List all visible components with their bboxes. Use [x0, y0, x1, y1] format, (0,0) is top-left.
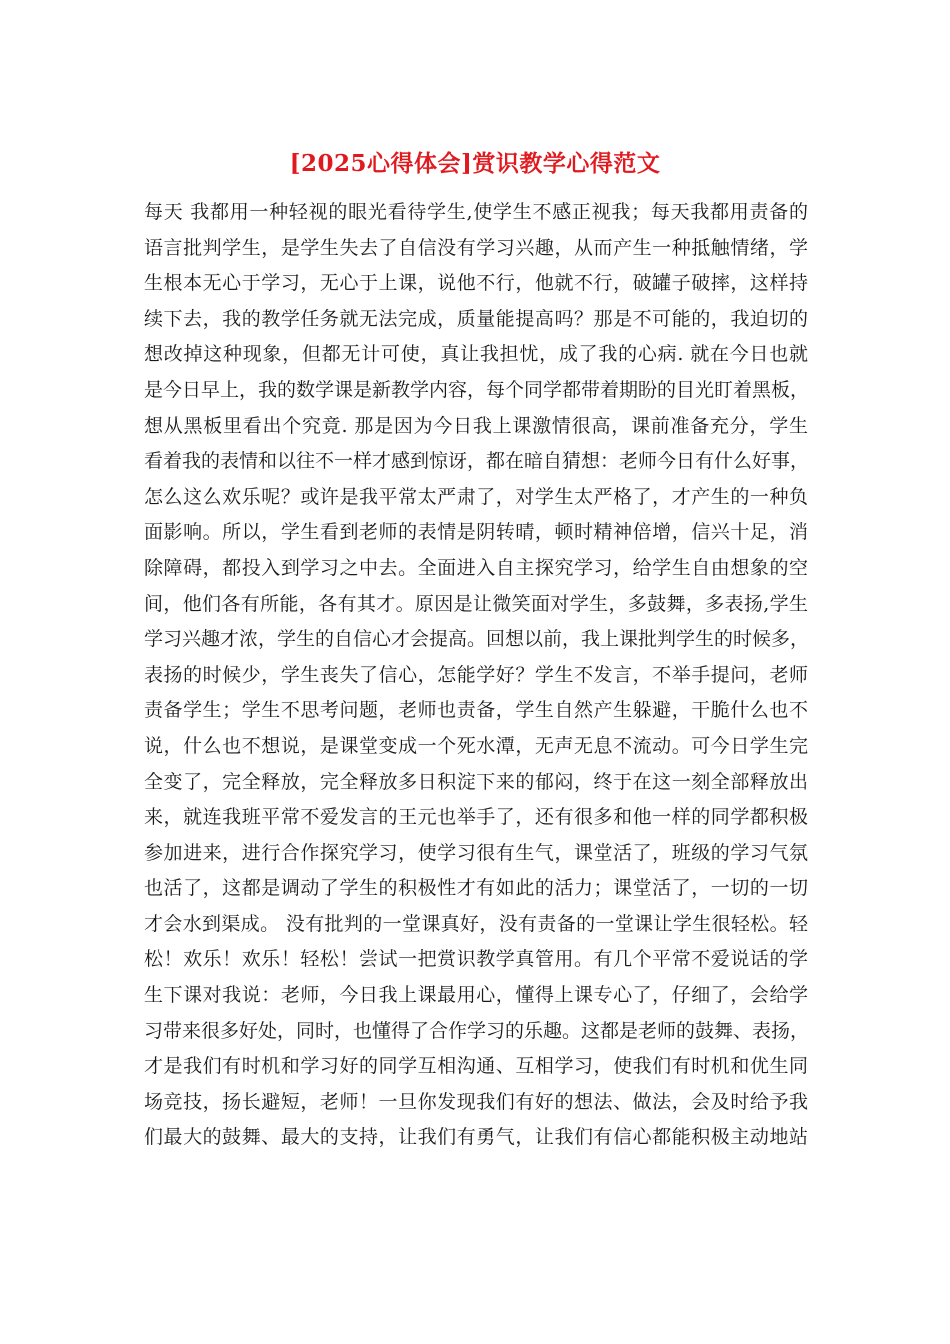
body-line: 也活了，这都是调动了学生的积极性才有如此的活力；课堂活了，一切的一切 [144, 877, 808, 900]
body-line: 才是我们有时机和学习好的同学互相沟通、互相学习，使我们有时机和优生同 [144, 1055, 808, 1078]
body-line: 说，什么也不想说，是课堂变成一个死水潭，无声无息不流动。可今日学生完 [144, 734, 808, 757]
body-line: 学习兴趣才浓，学生的自信心才会提高。回想以前，我上课批判学生的时候多， [144, 628, 810, 651]
body-line: 场竞技，扬长避短，老师！一旦你发现我们有好的想法、做法，会及时给予我 [144, 1090, 808, 1113]
body-line: 松！欢乐！欢乐！轻松！尝试一把赏识教学真管用。有几个平常不爱说话的学 [144, 948, 808, 971]
body-line: 语言批判学生，是学生失去了自信没有学习兴趣，从而产生一种抵触情绪，学 [144, 236, 808, 259]
body-line: 们最大的鼓舞、最大的支持，让我们有勇气，让我们有信心都能积极主动地站 [144, 1126, 808, 1149]
body-line: 参加进来，进行合作探究学习，使学习很有生气，课堂活了，班级的学习气氛 [144, 841, 808, 864]
body-line: 面影响。所以，学生看到老师的表情是阴转晴，顿时精神倍增，信兴十足，消 [144, 521, 808, 544]
body-line: 习带来很多好处，同时，也懂得了合作学习的乐趣。这都是老师的鼓舞、表扬， [144, 1019, 810, 1042]
body-line: 生根本无心于学习，无心于上课，说他不行，他就不行，破罐子破摔，这样持 [144, 272, 808, 295]
body-line: 想改掉这种现象，但都无计可使，真让我担忧，成了我的心病. 就在今日也就 [144, 343, 808, 366]
body-line: 才会水到渠成。 没有批判的一堂课真好，没有责备的一堂课让学生很轻松。轻 [144, 912, 808, 935]
body-line: 想从黑板里看出个究竟. 那是因为今日我上课激情很高，课前准备充分，学生 [144, 414, 808, 437]
body-line: 间，他们各有所能，各有其才。原因是让微笑面对学生，多鼓舞，多表扬,学生 [144, 592, 808, 615]
body-line: 表扬的时候少，学生丧失了信心，怎能学好？学生不发言，不举手提问，老师 [144, 663, 808, 686]
body-line: 除障碍，都投入到学习之中去。全面进入自主探究学习，给学生自由想象的空 [144, 556, 808, 579]
body-line: 是今日早上，我的数学课是新教学内容，每个同学都带着期盼的目光盯着黑板， [144, 378, 810, 401]
body-line: 责备学生；学生不思考问题，老师也责备，学生自然产生躲避，干脆什么也不 [144, 699, 808, 722]
body-line: 续下去，我的教学任务就无法完成，质量能提高吗？那是不可能的，我迫切的 [144, 307, 808, 330]
body-line: 全变了，完全释放，完全释放多日积淀下来的郁闷，终于在这一刻全部释放出 [144, 770, 808, 793]
document-body [144, 195, 808, 1156]
document-title: [2025心得体会]赏识教学心得范文 [289, 150, 661, 177]
body-line: 来，就连我班平常不爱发言的王元也举手了，还有很多和他一样的同学都积极 [144, 806, 808, 829]
body-line: 看着我的表情和以往不一样才感到惊讶，都在暗自猜想：老师今日有什么好事， [144, 450, 810, 473]
body-line: 每天 我都用一种轻视的眼光看待学生,使学生不感正视我；每天我都用责备的 [144, 201, 808, 223]
body-line: 生下课对我说：老师，今日我上课最用心，懂得上课专心了，仔细了，会给学 [144, 984, 808, 1007]
body-line: 怎么这么欢乐呢？或许是我平常太严肃了，对学生太严格了，才产生的一种负 [144, 485, 808, 508]
